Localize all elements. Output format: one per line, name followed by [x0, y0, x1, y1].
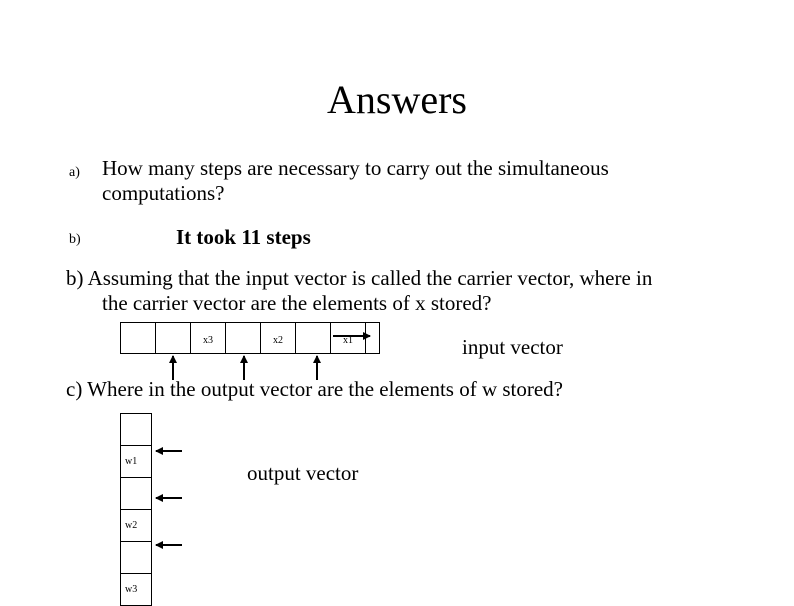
item-label-b: b) [69, 232, 81, 247]
answer-b: It took 11 steps [176, 225, 311, 249]
question-b2-line1: b) Assuming that the input vector is called the carrier vector, where in [66, 266, 653, 290]
question-a-line1: How many steps are necessary to carry out the simultaneous [102, 156, 609, 180]
input-vector-cell: x1 [331, 323, 366, 353]
question-c: c) Where in the output vector are the elements of w stored? [66, 377, 563, 401]
item-label-a: a) [69, 165, 80, 180]
question-a-line2: computations? [102, 181, 225, 205]
input-vector-cell: x3 [191, 323, 226, 353]
output-vector-label: output vector [247, 461, 359, 485]
input-vector-cell: x2 [261, 323, 296, 353]
input-vector-label: input vector [462, 335, 563, 359]
input-arrows [173, 336, 370, 380]
question-b2-line2: the carrier vector are the elements of x stored? [102, 291, 492, 315]
output-arrows [156, 451, 182, 545]
output-vector-cell: w1 [121, 446, 151, 478]
slide-title: Answers [327, 77, 467, 122]
output-vector-cell: w2 [121, 510, 151, 542]
output-vector-cell: w3 [125, 584, 138, 595]
